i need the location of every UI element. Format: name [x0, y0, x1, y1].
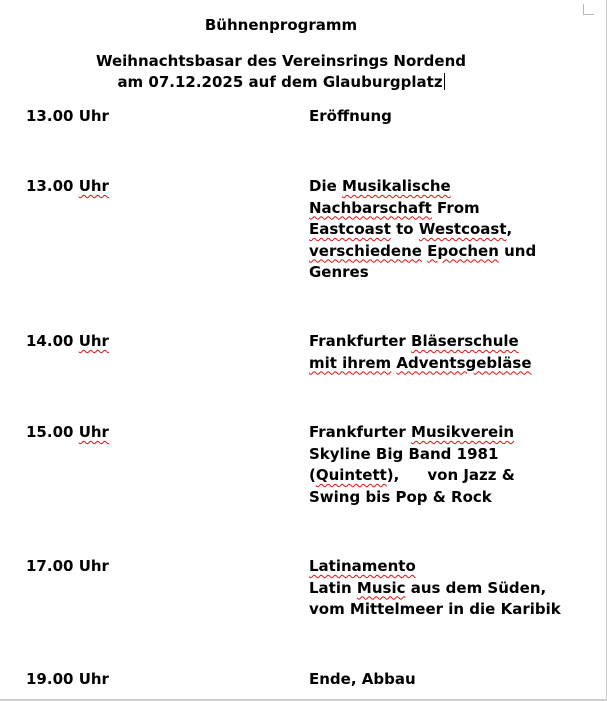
event-line: (Quintett), von Jazz &	[309, 466, 515, 484]
program-time[interactable]: 17.00 Uhr	[26, 557, 109, 575]
program-event[interactable]	[309, 331, 532, 374]
event-line: Swing bis Pop & Rock	[309, 487, 492, 506]
page-corner-marker	[583, 4, 594, 15]
program-time[interactable]: 19.00 Uhr	[26, 670, 109, 688]
program-time[interactable]: 13.00 Uhr	[26, 107, 109, 125]
event-line: Latinamento	[309, 557, 416, 575]
event-line: Latin Music aus dem Süden,	[309, 578, 547, 597]
document-title[interactable]: Bühnenprogramm	[204, 16, 358, 34]
event-line: Frankfurter Bläserschule	[309, 332, 519, 350]
event-line: Eastcoast to Westcoast,	[309, 220, 513, 238]
program-event[interactable]: Eröffnung	[309, 107, 392, 125]
event-line: Frankfurter Musikverein	[309, 423, 515, 441]
event-line: vom Mittelmeer in die Karibik	[309, 600, 561, 618]
program-time[interactable]: 13.00 Uhr	[26, 177, 109, 195]
document-subtitle-line2[interactable]: am 07.12.2025 auf dem Glauburgplatz	[117, 73, 443, 91]
event-line: Genres	[309, 263, 369, 281]
event-line: mit ihrem Adventsgebläse	[309, 353, 532, 372]
program-event[interactable]	[309, 556, 561, 621]
event-line: Die Musikalische	[309, 177, 451, 195]
document-subtitle-line1[interactable]: Weihnachtsbasar des Vereinsrings Nordend	[95, 52, 467, 70]
event-line: Nachbarschaft From	[309, 198, 480, 217]
program-time[interactable]: 14.00 Uhr	[26, 332, 109, 350]
program-event[interactable]: Ende, Abbau	[309, 670, 416, 688]
event-line: verschiedene Epochen und	[309, 241, 537, 260]
event-line: Skyline Big Band 1981	[309, 444, 499, 463]
program-event[interactable]	[309, 422, 515, 508]
program-event[interactable]	[309, 176, 536, 284]
program-time[interactable]: 15.00 Uhr	[26, 423, 109, 441]
text-cursor	[444, 73, 445, 90]
